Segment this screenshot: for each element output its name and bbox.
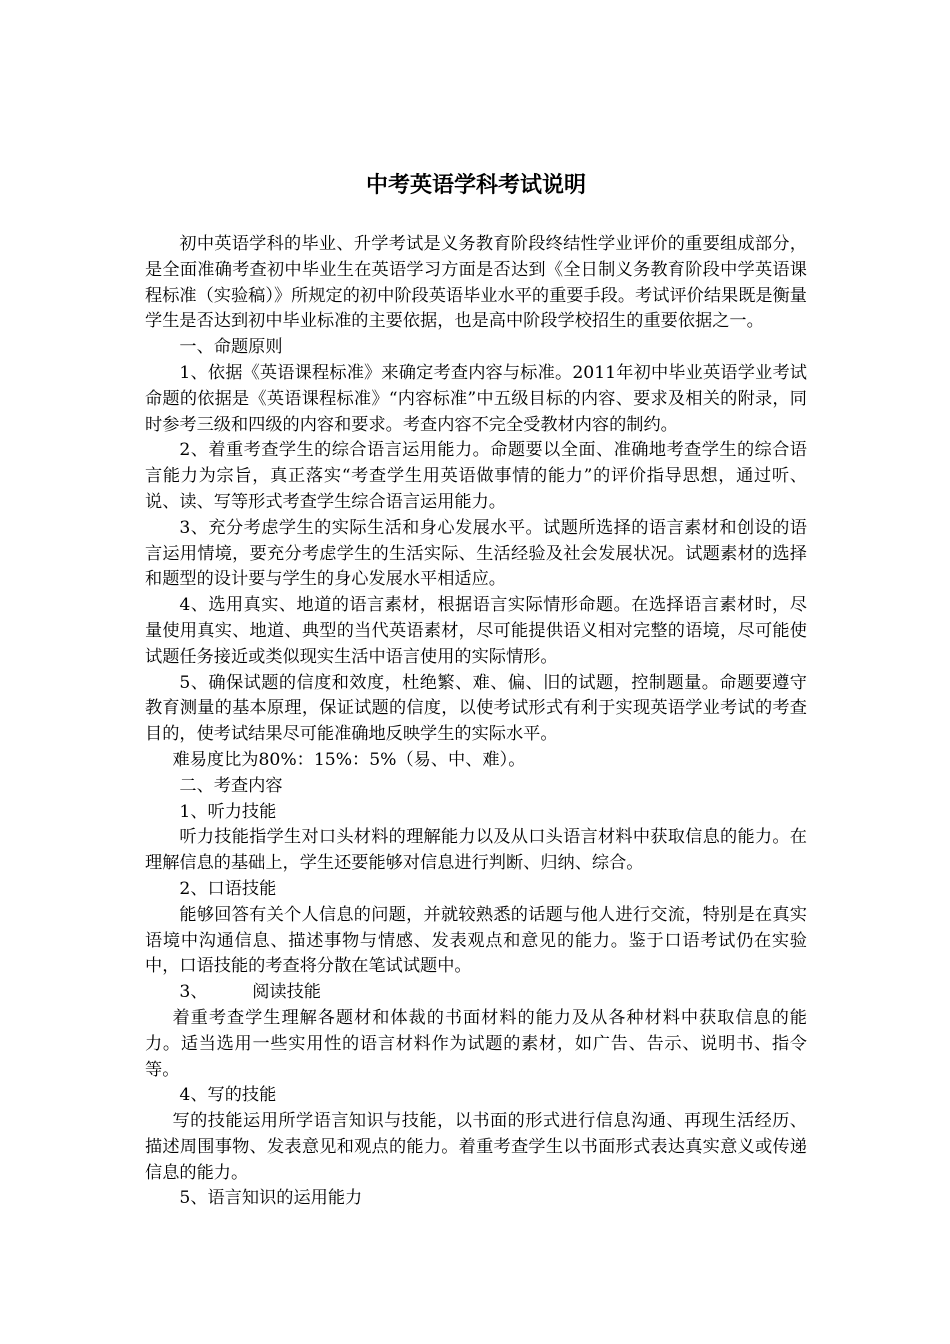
subheading-language-knowledge: 5、语言知识的运用能力 (179, 1188, 363, 1209)
intro-paragraph: 初中英语学科的毕业、升学考试是义务教育阶段终结性学业评价的重要组成部分，是全面准确考查初中毕业生在英语学习方面是否达到《全日制义务教育阶段中学英语课程标准（实验稿）》所规定的初中阶段英语毕业水平的重要手段。考试评价结果既是衡量学生是否达到初中毕业标准的主要依据，也是高中阶段学校招生的重要依据之一。 (145, 234, 807, 332)
subheading-listening: 1、听力技能 (179, 801, 277, 822)
subheading-reading (145, 980, 807, 1006)
principle-paragraph-2: 2、着重考查学生的综合语言运用能力。命题要以全面、准确地考查学生的综合语言能力为宗旨，真正落实“考查学生用英语做事情的能力”的评价指导思想，通过听、说、读、写等形式考查学生综合语言运用能力。 (145, 440, 807, 512)
principle-paragraph-4: 4、选用真实、地道的语言素材，根据语言实际情形命题。在选择语言素材时，尽量使用真实、地道、典型的当代英语素材，尽可能提供语义相对完整的语境，尽可能使试题任务接近或类似现实生活中语言使用的实际情形。 (145, 595, 807, 667)
speaking-paragraph: 能够回答有关个人信息的问题，并就较熟悉的话题与他人进行交流，特别是在真实语境中沟通信息、描述事物与情感、发表观点和意见的能力。鉴于口语考试仍在实验中，口语技能的考查将分散在笔试试题中。 (145, 904, 807, 977)
page-title: 中考英语学科考试说明 (365, 172, 586, 198)
subheading-writing: 4、写的技能 (179, 1085, 277, 1106)
section-heading-content: 二、考查内容 (179, 775, 283, 796)
reading-paragraph: 着重考查学生理解各题材和体裁的书面材料的能力及从各种材料中获取信息的能力。适当选用一些实用性的语言材料作为试题的素材，如广告、告示、说明书、指令等。 (145, 1007, 807, 1080)
principle-paragraph-3: 3、充分考虑学生的实际生活和身心发展水平。试题所选择的语言素材和创设的语言运用情境，要充分考虑学生的生活实际、生活经验及社会发展状况。试题素材的选择和题型的设计要与学生的身心发展水平相适应。 (145, 517, 807, 590)
subheading-speaking: 2、口语技能 (179, 878, 277, 899)
reading-label: 阅读技能 (252, 982, 321, 1003)
document-page (145, 165, 807, 1212)
difficulty-ratio: 难易度比为80%：15%：5%（易、中、难）。 (172, 749, 526, 770)
writing-paragraph: 写的技能运用所学语言知识与技能，以书面的形式进行信息沟通、再现生活经历、描述周围事物、发表意见和观点的能力。着重考查学生以书面形式表达真实意义或传递信息的能力。 (145, 1111, 807, 1183)
listening-paragraph: 听力技能指学生对口头材料的理解能力以及从口头语言材料中获取信息的能力。在理解信息的基础上，学生还要能够对信息进行判断、归纳、综合。 (145, 827, 807, 874)
reading-number: 3、 (179, 982, 208, 1003)
section-heading-principles: 一、命题原则 (179, 337, 283, 358)
principle-paragraph-5: 5、确保试题的信度和效度，杜绝繁、难、偏、旧的试题，控制题量。命题要遵守教育测量的基本原理，保证试题的信度，以使考试形式有利于实现英语学业考试的考查目的，使考试结果尽可能准确地反映学生的实际水平。 (145, 672, 807, 745)
principle-paragraph-1: 1、依据《英语课程标准》来确定考查内容与标准。2011年初中毕业英语学业考试命题的依据是《英语课程标准》“内容标准”中五级目标的内容、要求及相关的附录，同时参考三级和四级的内容和要求。考查内容不完全受教材内容的制约。 (145, 362, 807, 435)
